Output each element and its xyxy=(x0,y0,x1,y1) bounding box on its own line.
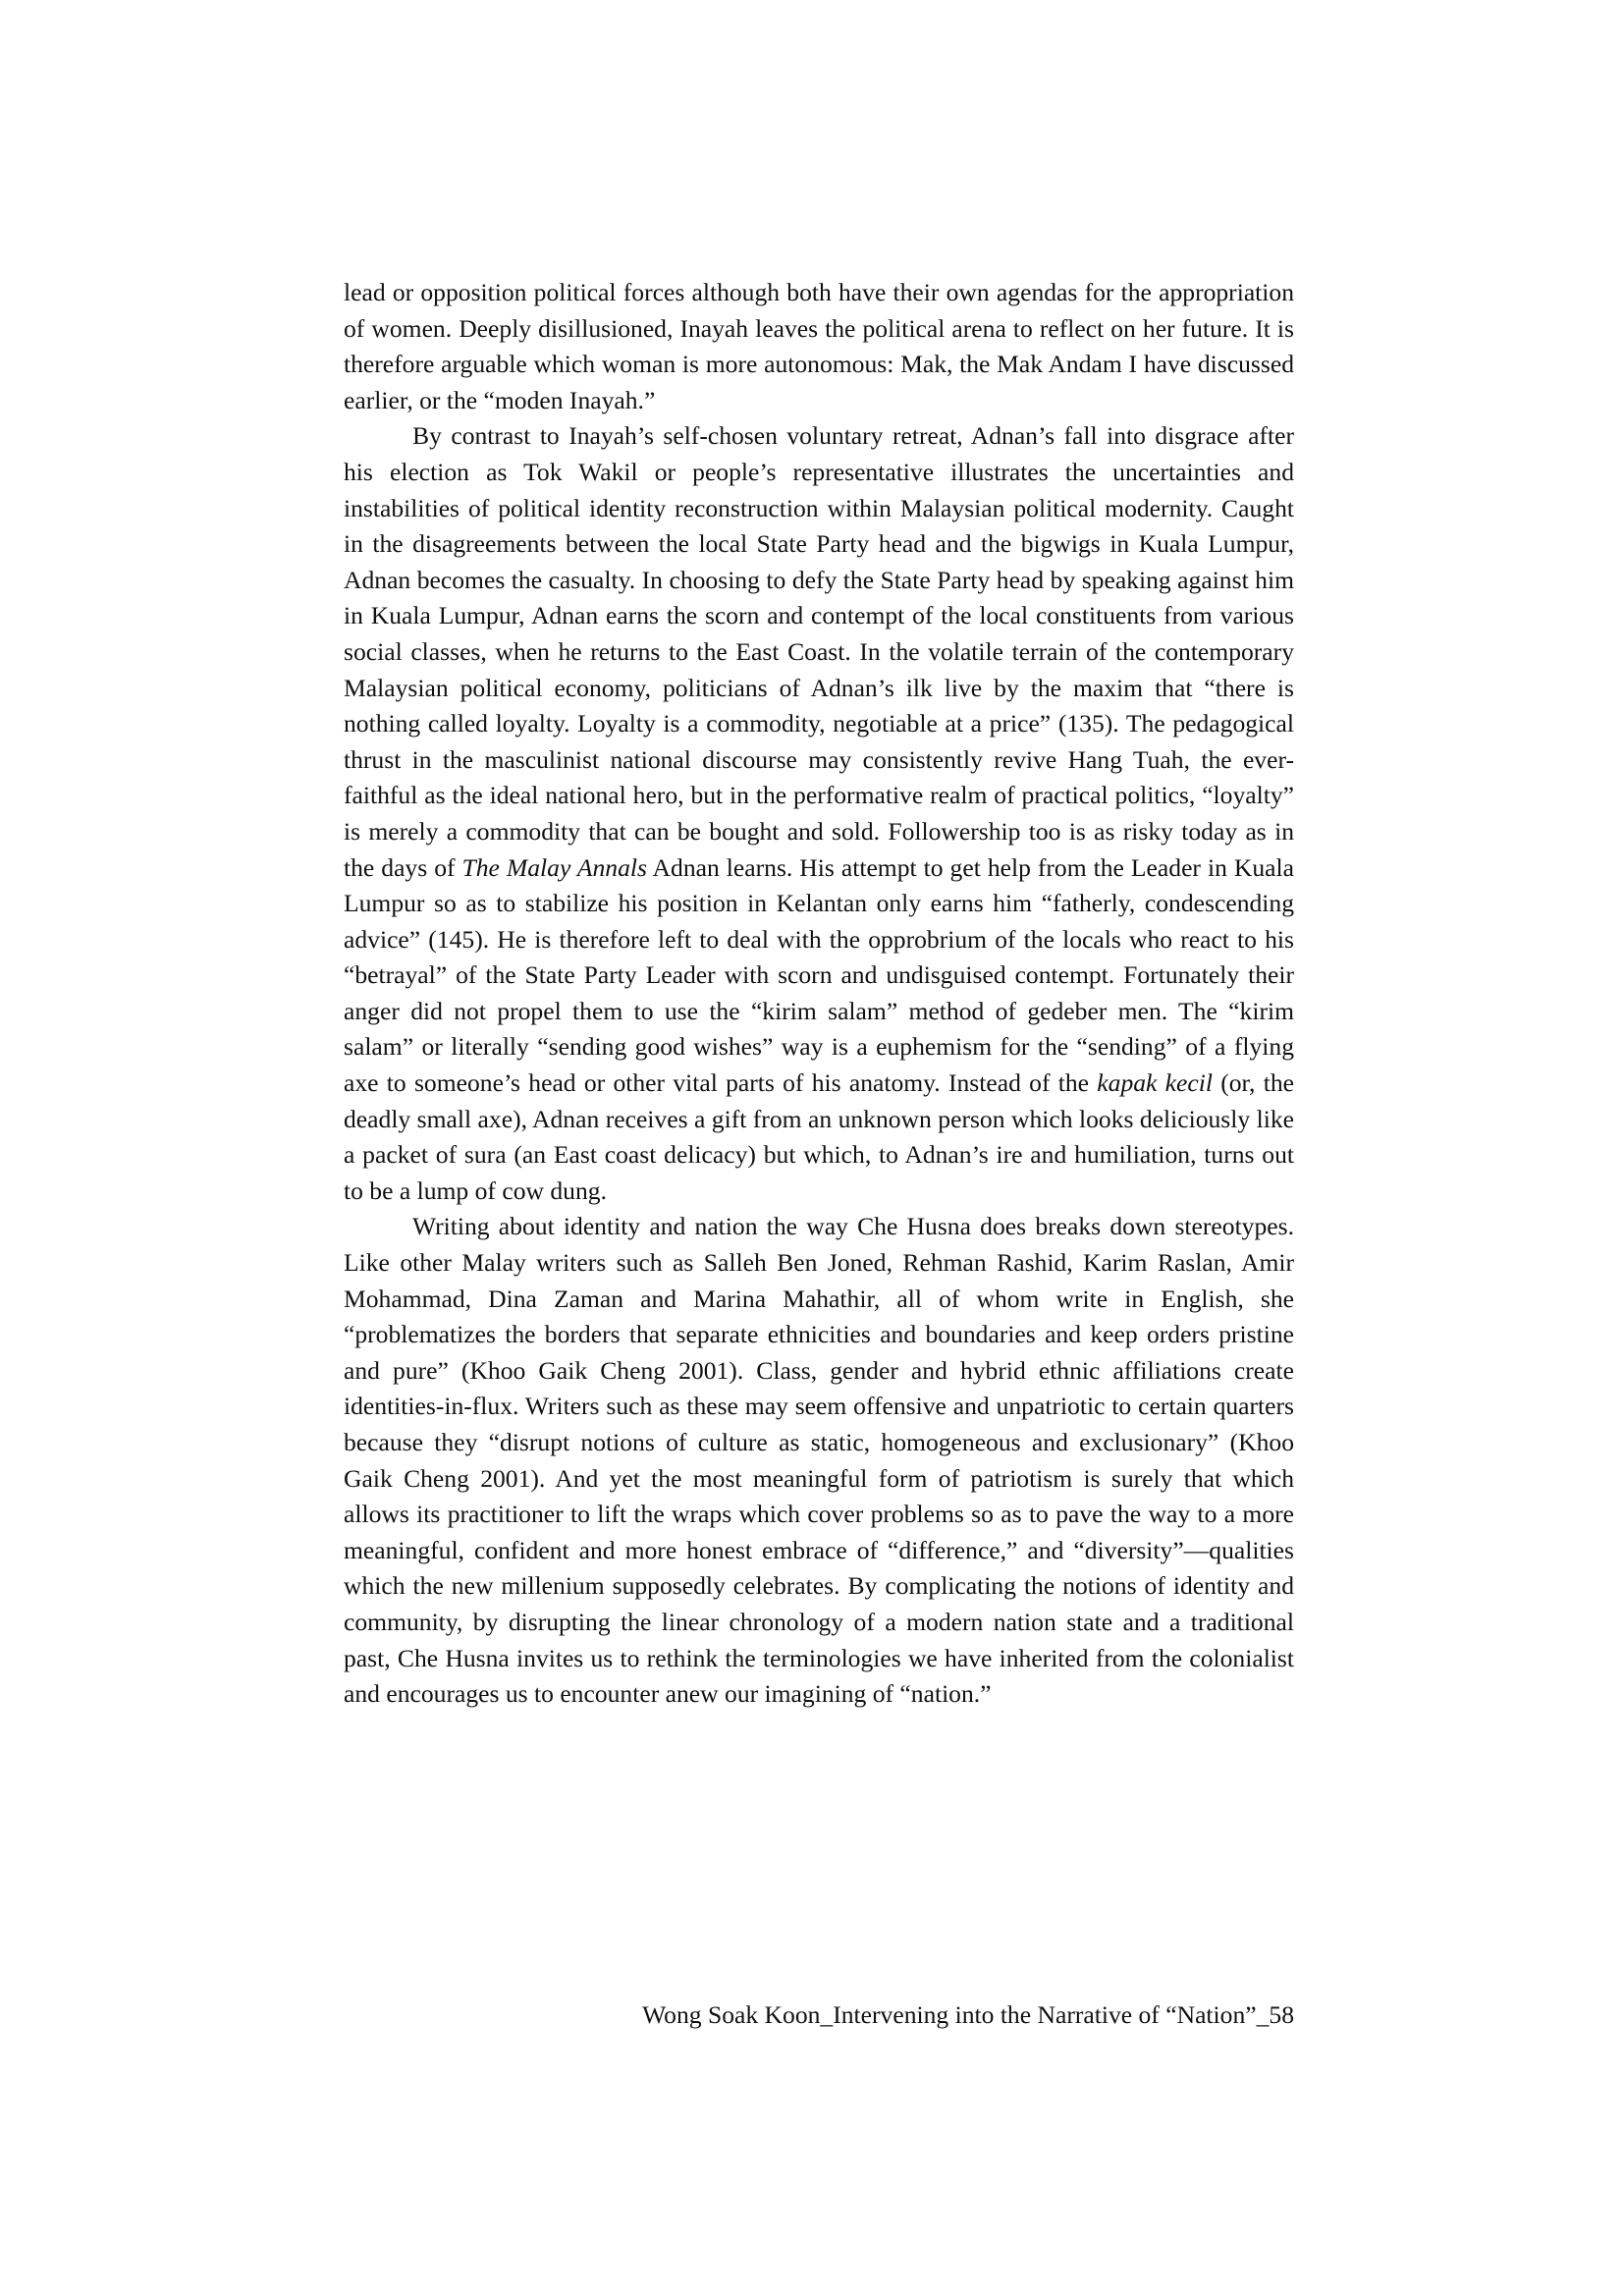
running-footer xyxy=(344,1997,1294,2033)
text-segment: lead or opposition political forces although both have their own agendas for the appropriation of women. Deeply disillusioned, Inayah leaves the political arena to reflect on her future. It is therefore arguable which woman is more autonomous: Mak, the Mak Andam I have discussed earlier, or the “moden Inayah.” xyxy=(344,278,1294,414)
paragraph-adnan xyxy=(344,418,1294,1209)
text-segment: (or, the deadly small axe), Adnan receives a gift from an unknown person which looks deliciously like a packet of sura (an East coast delicacy) but which, to Adnan’s ire and humiliation, turns out to be a lump of cow dung. xyxy=(344,1068,1294,1205)
paragraph-identity xyxy=(344,1209,1294,1712)
book-title-italic: The Malay Annals xyxy=(461,852,647,882)
running-footer-text: Wong Soak Koon_Intervening into the Narrative of “Nation”_58 xyxy=(642,2000,1294,2029)
body-text xyxy=(344,275,1294,1713)
text-segment: Writing about identity and nation the way Che Husna does breaks down stereotypes. Like other Malay writers such as Salleh Ben Joned, Rehman Rashid, Karim Raslan, Amir Mohammad, Dina Zaman and Marina Mahathir, all of whom write in English, she “problematizes the borders that separate ethnicities and boundaries and keep orders pristine and pure” (Khoo Gaik Cheng 2001). Class, gender and hybrid ethnic affiliations create identities-in-flux. Writers such as these may seem offensive and unpatriotic to certain quarters because they “disrupt notions of culture as static, homogeneous and exclusionary” (Khoo Gaik Cheng 2001). And yet the most meaningful form of patriotism is surely that which allows its practitioner to lift the wraps which cover problems so as to pave the way to a more meaningful, confident and more honest embrace of “difference,” and “diversity”—qualities which the new millenium supposedly celebrates. By complicating the notions of identity and community, by disrupting the linear chronology of a modern nation state and a traditional past, Che Husna invites us to rethink the terminologies we have inherited from the colonialist and encourages us to encounter anew our imagining of “nation.” xyxy=(344,1212,1294,1709)
paragraph-continued xyxy=(344,275,1294,418)
text-segment: Adnan learns. His attempt to get help from the Leader in Kuala Lumpur so as to stabilize his position in Kelantan only earns him “fatherly, condescending advice” (145). He is therefore left to deal with the opprobrium of the locals who react to his “betrayal” of the State Party Leader with scorn and undisguised contempt. Fortunately their anger did not propel them to use the “kirim salam” method of gedeber men. The “kirim salam” or literally “sending good wishes” way is a euphemism for the “sending” of a flying axe to someone’s head or other vital parts of his anatomy. Instead of the xyxy=(344,852,1294,1098)
malay-term-italic: kapak kecil xyxy=(1097,1068,1213,1098)
text-segment: By contrast to Inayah’s self-chosen voluntary retreat, Adnan’s fall into disgrace after his election as Tok Wakil or people’s representative illustrates the uncertainties and instabilities of political identity reconstruction within Malaysian political modernity. Caught in the disagreements between the local State Party head and the bigwigs in Kuala Lumpur, Adnan becomes the casualty. In choosing to defy the State Party head by speaking against him in Kuala Lumpur, Adnan earns the scorn and contempt of the local constituents from various social classes, when he returns to the East Coast. In the volatile terrain of the contemporary Malaysian political economy, politicians of Adnan’s ilk live by the maxim that “there is nothing called loyalty. Loyalty is a commodity, negotiable at a price” (135). The pedagogical thrust in the masculinist national discourse may consistently revive Hang Tuah, the ever-faithful as the ideal national hero, but in the performative realm of practical politics, “loyalty” is merely a commodity that can be bought and sold. Followership too is as risky today as in the days of xyxy=(344,421,1294,882)
